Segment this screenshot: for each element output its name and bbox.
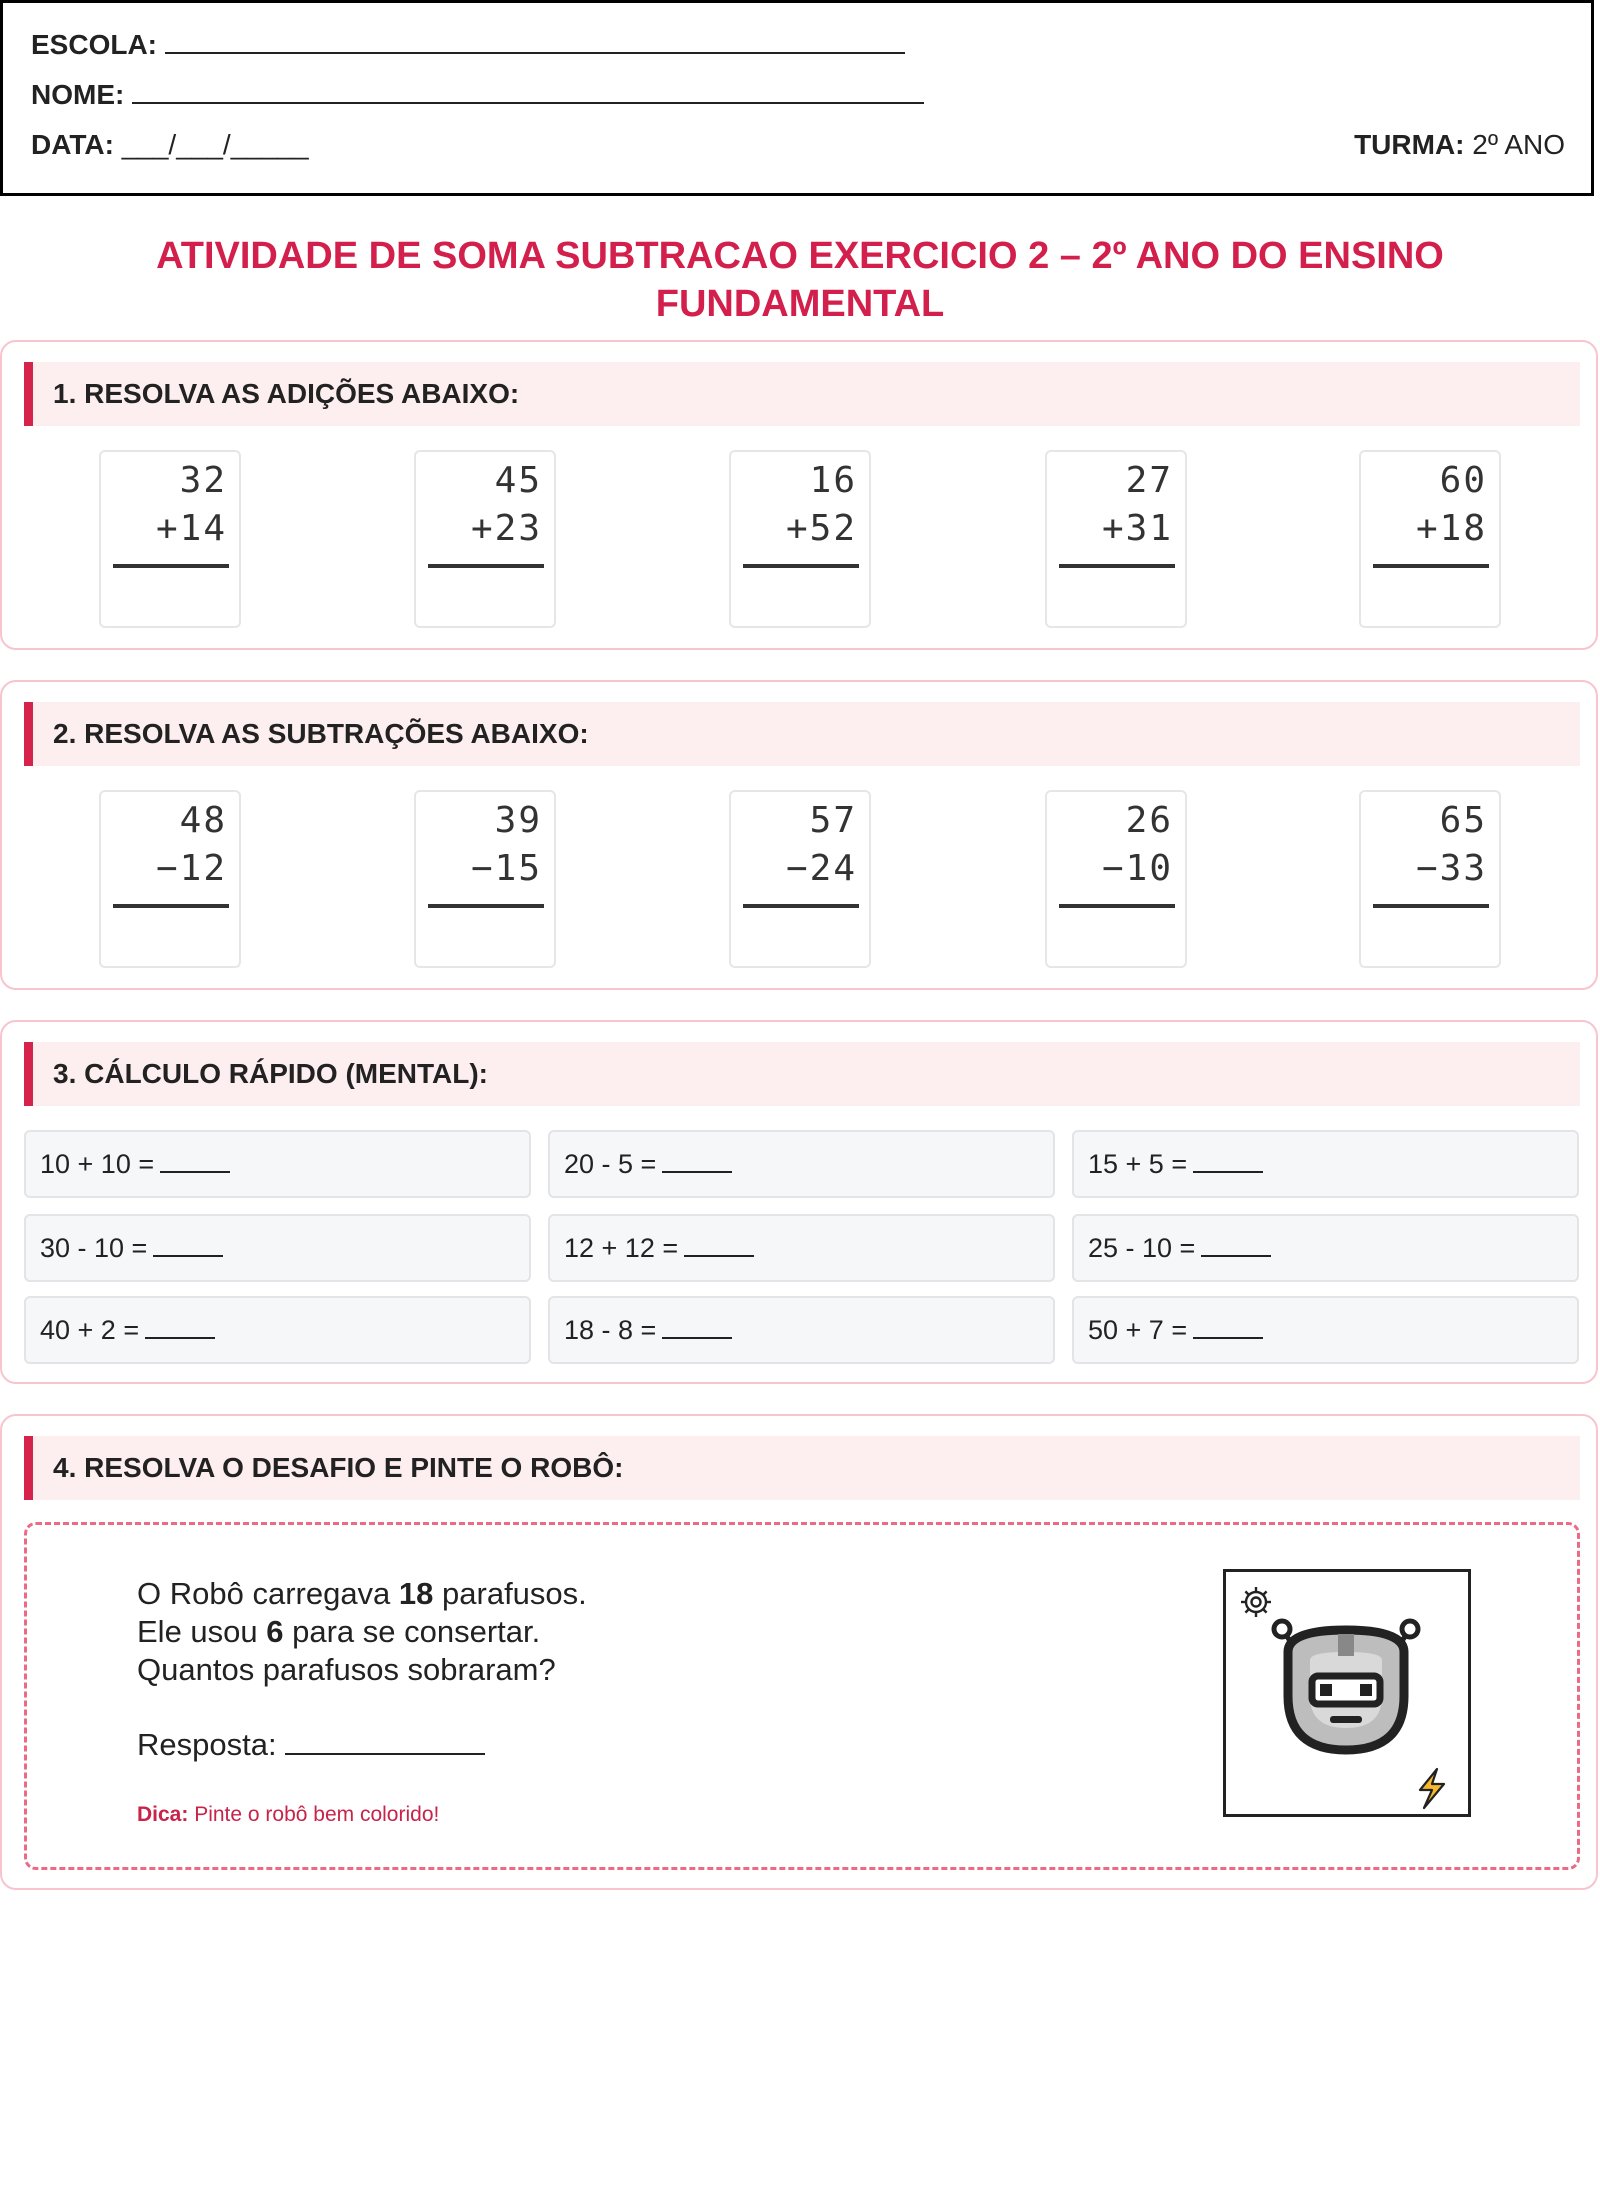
difference-line bbox=[1373, 904, 1489, 908]
addend-top: 27 bbox=[1125, 460, 1173, 501]
answer-field[interactable] bbox=[285, 1729, 485, 1755]
addition-problem[interactable] bbox=[99, 450, 241, 628]
date-label: DATA: bbox=[31, 129, 114, 160]
answer-blank[interactable] bbox=[160, 1151, 230, 1173]
subtraction-problem[interactable] bbox=[729, 790, 871, 968]
answer-blank[interactable] bbox=[662, 1317, 732, 1339]
challenge-heading: 4. RESOLVA O DESAFIO E PINTE O ROBÔ: bbox=[24, 1436, 1580, 1500]
student-info-header bbox=[0, 0, 1594, 196]
addend-bottom: +18 bbox=[1415, 508, 1487, 549]
mental-math-section bbox=[0, 1020, 1598, 1384]
expression: 20 - 5 = bbox=[564, 1149, 657, 1179]
challenge-section bbox=[0, 1414, 1598, 1890]
mental-math-item[interactable] bbox=[24, 1214, 531, 1282]
addend-top: 16 bbox=[809, 460, 857, 501]
subtrahend: −12 bbox=[155, 848, 227, 889]
sum-line bbox=[428, 564, 544, 568]
class-info bbox=[1354, 129, 1565, 161]
expression: 30 - 10 = bbox=[40, 1233, 148, 1263]
tip-label: Dica: bbox=[137, 1803, 189, 1826]
school-field[interactable] bbox=[165, 30, 905, 54]
subtraction-problem[interactable] bbox=[1359, 790, 1501, 968]
minuend: 39 bbox=[494, 800, 542, 841]
addend-top: 45 bbox=[494, 460, 542, 501]
sum-line bbox=[743, 564, 859, 568]
mental-math-item[interactable] bbox=[24, 1296, 531, 1364]
lightning-icon bbox=[1420, 1769, 1444, 1808]
tip bbox=[137, 1803, 439, 1827]
answer-label: Resposta: bbox=[137, 1727, 277, 1762]
answer-blank[interactable] bbox=[1193, 1317, 1263, 1339]
addition-problem[interactable] bbox=[729, 450, 871, 628]
minuend: 65 bbox=[1439, 800, 1487, 841]
addend-bottom: +31 bbox=[1101, 508, 1173, 549]
difference-line bbox=[743, 904, 859, 908]
answer-blank[interactable] bbox=[1193, 1151, 1263, 1173]
answer-row bbox=[137, 1727, 485, 1763]
sum-line bbox=[113, 564, 229, 568]
mental-math-item[interactable] bbox=[548, 1214, 1055, 1282]
mental-math-item[interactable] bbox=[24, 1130, 531, 1198]
name-field[interactable] bbox=[132, 80, 924, 104]
sum-line bbox=[1059, 564, 1175, 568]
word-problem bbox=[137, 1575, 587, 1689]
expression: 40 + 2 = bbox=[40, 1315, 140, 1345]
subtrahend: −24 bbox=[785, 848, 857, 889]
sum-line bbox=[1373, 564, 1489, 568]
mental-math-item[interactable] bbox=[1072, 1130, 1579, 1198]
answer-blank[interactable] bbox=[145, 1317, 215, 1339]
answer-blank[interactable] bbox=[684, 1235, 754, 1257]
subtrahend: −33 bbox=[1415, 848, 1487, 889]
addend-bottom: +23 bbox=[470, 508, 542, 549]
answer-blank[interactable] bbox=[153, 1235, 223, 1257]
problem-line-3: Quantos parafusos sobraram? bbox=[137, 1652, 556, 1687]
subtraction-problem[interactable] bbox=[99, 790, 241, 968]
challenge-box bbox=[24, 1522, 1580, 1870]
school-row bbox=[31, 29, 905, 61]
addend-top: 60 bbox=[1439, 460, 1487, 501]
class-label: TURMA: bbox=[1354, 129, 1465, 160]
difference-line bbox=[428, 904, 544, 908]
addend-bottom: +52 bbox=[785, 508, 857, 549]
addend-top: 32 bbox=[179, 460, 227, 501]
tip-text: Pinte o robô bem colorido! bbox=[188, 1803, 440, 1826]
expression: 15 + 5 = bbox=[1088, 1149, 1188, 1179]
name-label: NOME: bbox=[31, 79, 125, 110]
answer-blank[interactable] bbox=[662, 1151, 732, 1173]
gear-icon bbox=[1241, 1587, 1271, 1617]
subtrahend: −10 bbox=[1101, 848, 1173, 889]
mental-math-item[interactable] bbox=[1072, 1296, 1579, 1364]
date-row bbox=[31, 129, 309, 161]
addition-heading: 1. RESOLVA AS ADIÇÕES ABAIXO: bbox=[24, 362, 1580, 426]
answer-blank[interactable] bbox=[1201, 1235, 1271, 1257]
addend-bottom: +14 bbox=[155, 508, 227, 549]
class-value: 2º ANO bbox=[1472, 129, 1565, 160]
expression: 25 - 10 = bbox=[1088, 1233, 1196, 1263]
difference-line bbox=[113, 904, 229, 908]
subtraction-section bbox=[0, 680, 1598, 990]
addition-problem[interactable] bbox=[1045, 450, 1187, 628]
subtraction-problem[interactable] bbox=[1045, 790, 1187, 968]
subtraction-problem[interactable] bbox=[414, 790, 556, 968]
addition-section bbox=[0, 340, 1598, 650]
addition-problem[interactable] bbox=[1359, 450, 1501, 628]
expression: 10 + 10 = bbox=[40, 1149, 155, 1179]
mental-math-item[interactable] bbox=[548, 1296, 1055, 1364]
subtraction-heading: 2. RESOLVA AS SUBTRAÇÕES ABAIXO: bbox=[24, 702, 1580, 766]
addition-problem[interactable] bbox=[414, 450, 556, 628]
page-title: ATIVIDADE DE SOMA SUBTRACAO EXERCICIO 2 – 2º ANO DO ENSINO FUNDAMENTAL bbox=[156, 235, 1444, 325]
mental-math-heading: 3. CÁLCULO RÁPIDO (MENTAL): bbox=[24, 1042, 1580, 1106]
minuend: 57 bbox=[809, 800, 857, 841]
expression: 18 - 8 = bbox=[564, 1315, 657, 1345]
expression: 50 + 7 = bbox=[1088, 1315, 1188, 1345]
mental-math-item[interactable] bbox=[1072, 1214, 1579, 1282]
minuend: 48 bbox=[179, 800, 227, 841]
minuend: 26 bbox=[1125, 800, 1173, 841]
difference-line bbox=[1059, 904, 1175, 908]
problem-line-1: O Robô carregava 18 parafusos. bbox=[137, 1576, 587, 1611]
name-row bbox=[31, 79, 924, 111]
school-label: ESCOLA: bbox=[31, 29, 157, 60]
mental-math-item[interactable] bbox=[548, 1130, 1055, 1198]
robot-icon bbox=[1274, 1621, 1418, 1750]
subtrahend: −15 bbox=[470, 848, 542, 889]
problem-line-2: Ele usou 6 para se consertar. bbox=[137, 1614, 541, 1649]
robot-coloring-box[interactable] bbox=[1223, 1569, 1471, 1817]
expression: 12 + 12 = bbox=[564, 1233, 679, 1263]
date-field[interactable]: ___/___/_____ bbox=[121, 129, 309, 160]
